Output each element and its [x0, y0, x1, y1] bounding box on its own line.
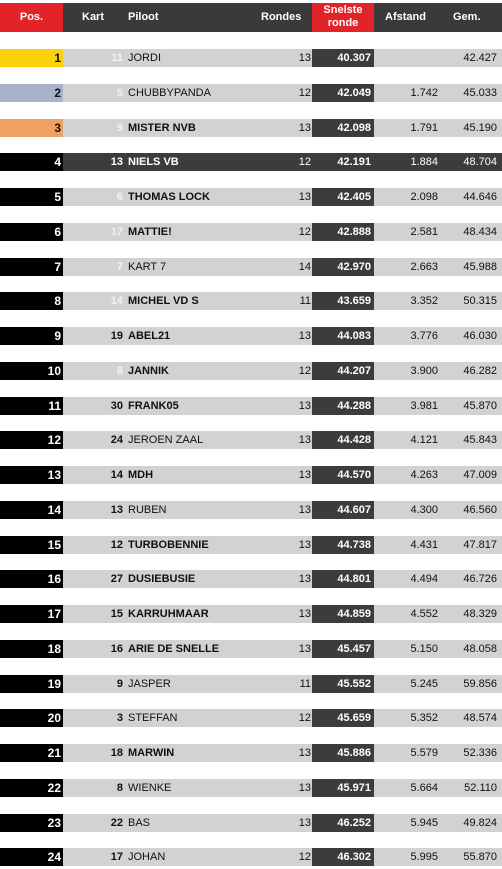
best-lap-cell: 43.659 — [312, 292, 374, 310]
best-lap-cell: 42.098 — [312, 119, 374, 137]
driver-name-cell: DUSIEBUSIE — [128, 573, 196, 585]
kart-cell: 22 — [110, 817, 123, 829]
laps-cell: 13 — [298, 747, 311, 759]
average-cell: 45.870 — [463, 400, 497, 412]
gap-cell: 1.884 — [410, 156, 438, 168]
laps-cell: 14 — [298, 261, 311, 273]
average-cell: 47.009 — [463, 469, 497, 481]
gap-cell: 2.663 — [410, 261, 438, 273]
laps-cell: 12 — [298, 226, 311, 238]
average-cell: 55.870 — [463, 851, 497, 863]
table-row — [0, 605, 502, 623]
kart-cell: 8 — [116, 365, 123, 377]
table-row — [0, 536, 502, 554]
table-row — [0, 362, 502, 380]
position-cell: 20 — [0, 709, 63, 727]
position-cell: 2 — [0, 84, 63, 102]
position-cell: 14 — [0, 501, 63, 519]
gap-cell: 5.664 — [410, 782, 438, 794]
best-lap-cell: 44.288 — [312, 397, 374, 415]
table-row — [0, 223, 502, 241]
table-row — [0, 501, 502, 519]
driver-name-cell: JANNIK — [128, 365, 169, 377]
best-lap-cell: 44.083 — [312, 327, 374, 345]
gap-cell: 3.352 — [410, 295, 438, 307]
driver-name-cell: ARIE DE SNELLE — [128, 643, 220, 655]
best-lap-cell: 46.302 — [312, 848, 374, 866]
gap-cell: 1.791 — [410, 122, 438, 134]
best-lap-cell: 44.859 — [312, 605, 374, 623]
pos-column-header: Pos. — [0, 3, 63, 32]
best-lap-cell: 45.971 — [312, 779, 374, 797]
average-cell: 59.856 — [463, 678, 497, 690]
gap-cell: 4.263 — [410, 469, 438, 481]
kart-cell: 7 — [116, 261, 123, 273]
position-cell: 9 — [0, 327, 63, 345]
table-row — [0, 188, 502, 206]
best-lap-cell: 44.428 — [312, 431, 374, 449]
kart-cell: 11 — [111, 52, 123, 64]
table-row — [0, 570, 502, 588]
driver-name-cell: MICHEL VD S — [128, 295, 199, 307]
best-lap-cell: 45.659 — [312, 709, 374, 727]
average-cell: 48.434 — [463, 226, 497, 238]
driver-name-cell: MARWIN — [128, 747, 175, 759]
laps-cell: 13 — [298, 573, 311, 585]
kart-cell: 19 — [110, 330, 123, 342]
position-cell: 21 — [0, 744, 63, 762]
best-lap-cell: 42.888 — [312, 223, 374, 241]
results-table-header — [0, 3, 502, 32]
average-cell: 48.704 — [463, 156, 497, 168]
laps-cell: 13 — [298, 122, 311, 134]
position-cell: 7 — [0, 258, 63, 276]
table-row — [0, 709, 502, 727]
laps-cell: 12 — [298, 156, 311, 168]
laps-cell: 13 — [298, 434, 311, 446]
kart-cell: 30 — [110, 400, 123, 412]
gap-cell: 5.245 — [410, 678, 438, 690]
position-cell: 16 — [0, 570, 63, 588]
laps-cell: 12 — [298, 851, 311, 863]
position-cell: 18 — [0, 640, 63, 658]
average-cell: 45.033 — [463, 87, 497, 99]
driver-name-cell: JEROEN ZAAL — [128, 434, 204, 446]
best-lap-cell: 42.970 — [312, 258, 374, 276]
driver-name-cell: BAS — [128, 817, 151, 829]
driver-name-cell: MATTIE! — [128, 226, 172, 238]
kart-cell: 9 — [116, 678, 123, 690]
best-lap-cell: 46.252 — [312, 814, 374, 832]
average-cell: 47.817 — [463, 539, 497, 551]
kart-cell: 13 — [110, 504, 123, 516]
driver-name-cell: TURBOBENNIE — [128, 539, 209, 551]
table-row — [0, 258, 502, 276]
position-cell: 12 — [0, 431, 63, 449]
position-cell: 5 — [0, 188, 63, 206]
snelste-ronde-header-line2: ronde — [327, 17, 359, 29]
position-cell: 8 — [0, 292, 63, 310]
position-cell: 13 — [0, 466, 63, 484]
gap-cell: 4.300 — [410, 504, 438, 516]
driver-name-cell: RUBEN — [128, 504, 167, 516]
position-cell: 6 — [0, 223, 63, 241]
position-cell: 3 — [0, 119, 63, 137]
position-cell: 4 — [0, 153, 63, 171]
gap-cell: 3.776 — [410, 330, 438, 342]
position-cell: 23 — [0, 814, 63, 832]
gap-cell: 3.900 — [410, 365, 438, 377]
best-lap-cell: 45.457 — [312, 640, 374, 658]
average-cell: 52.110 — [464, 782, 497, 794]
driver-name-cell: JASPER — [128, 678, 171, 690]
best-lap-cell: 45.552 — [312, 675, 374, 693]
driver-name-cell: ABEL21 — [128, 330, 171, 342]
driver-name-cell: NIELS VB — [128, 156, 179, 168]
rondes-column-header: Rondes — [261, 11, 302, 23]
best-lap-cell: 44.738 — [312, 536, 374, 554]
laps-cell: 13 — [298, 400, 311, 412]
laps-cell: 12 — [298, 365, 311, 377]
gap-cell: 5.150 — [410, 643, 438, 655]
average-cell: 49.824 — [463, 817, 497, 829]
laps-cell: 13 — [298, 330, 311, 342]
position-cell: 22 — [0, 779, 63, 797]
table-row — [0, 779, 502, 797]
average-cell: 46.560 — [463, 504, 497, 516]
laps-cell: 13 — [298, 504, 311, 516]
kart-cell: 27 — [110, 573, 123, 585]
best-lap-cell: 44.801 — [312, 570, 374, 588]
laps-cell: 11 — [299, 295, 311, 307]
position-cell: 24 — [0, 848, 63, 866]
driver-name-cell: MDH — [128, 469, 154, 481]
best-lap-cell: 42.049 — [312, 84, 374, 102]
best-lap-cell: 40.307 — [312, 49, 374, 67]
gap-cell: 4.121 — [410, 434, 438, 446]
kart-cell: 15 — [110, 608, 123, 620]
average-cell: 45.843 — [463, 434, 497, 446]
driver-name-cell: THOMAS LOCK — [128, 191, 210, 203]
kart-cell: 13 — [110, 156, 123, 168]
average-cell: 42.427 — [463, 52, 497, 64]
average-cell: 48.058 — [463, 643, 497, 655]
table-row — [0, 640, 502, 658]
best-lap-cell: 42.405 — [312, 188, 374, 206]
laps-cell: 13 — [298, 643, 311, 655]
snelste-ronde-header-line1: Snelste — [323, 4, 363, 16]
position-cell: 1 — [0, 49, 63, 67]
best-lap-cell: 42.191 — [312, 153, 374, 171]
average-cell: 44.646 — [463, 191, 497, 203]
average-cell: 46.030 — [463, 330, 497, 342]
laps-cell: 13 — [298, 782, 311, 794]
best-lap-cell: 44.570 — [312, 466, 374, 484]
driver-name-cell: JORDI — [128, 52, 161, 64]
table-row — [0, 848, 502, 866]
kart-cell: 9 — [116, 122, 123, 134]
laps-cell: 13 — [298, 608, 311, 620]
driver-name-cell: FRANK05 — [128, 400, 179, 412]
gap-cell: 5.352 — [410, 712, 438, 724]
table-row — [0, 675, 502, 693]
average-cell: 46.726 — [463, 573, 497, 585]
kart-column-header: Kart — [82, 11, 105, 23]
position-cell: 19 — [0, 675, 63, 693]
laps-cell: 13 — [298, 52, 311, 64]
table-row — [0, 814, 502, 832]
kart-cell: 17 — [110, 226, 123, 238]
laps-cell: 12 — [298, 87, 311, 99]
table-row — [0, 744, 502, 762]
table-row — [0, 84, 502, 102]
kart-cell: 16 — [110, 643, 123, 655]
average-cell: 52.336 — [463, 747, 497, 759]
position-cell: 10 — [0, 362, 63, 380]
average-cell: 46.282 — [463, 365, 497, 377]
gap-cell: 1.742 — [410, 87, 438, 99]
driver-name-cell: WIENKE — [128, 782, 172, 794]
gap-cell: 2.581 — [410, 226, 438, 238]
kart-cell: 14 — [110, 469, 123, 481]
average-cell: 45.988 — [463, 261, 497, 273]
driver-name-cell: KARRUHMAAR — [128, 608, 209, 620]
table-row — [0, 327, 502, 345]
driver-name-cell: JOHAN — [128, 851, 166, 863]
driver-name-cell: STEFFAN — [128, 712, 178, 724]
kart-cell: 5 — [116, 87, 123, 99]
snelste-ronde-column-header — [312, 3, 374, 32]
gap-cell: 3.981 — [410, 400, 438, 412]
gap-cell: 4.431 — [410, 539, 438, 551]
average-cell: 50.315 — [463, 295, 497, 307]
laps-cell: 13 — [298, 817, 311, 829]
average-cell: 48.574 — [463, 712, 497, 724]
laps-cell: 12 — [298, 712, 311, 724]
kart-cell: 17 — [110, 851, 123, 863]
kart-cell: 24 — [110, 434, 123, 446]
position-cell: 11 — [0, 397, 63, 415]
afstand-column-header: Afstand — [385, 11, 426, 23]
gap-cell: 4.494 — [410, 573, 438, 585]
gap-cell: 4.552 — [410, 608, 438, 620]
table-row — [0, 49, 502, 67]
best-lap-cell: 45.886 — [312, 744, 374, 762]
gem-column-header: Gem. — [453, 11, 481, 23]
position-cell: 17 — [0, 605, 63, 623]
driver-name-cell: MISTER NVB — [128, 122, 196, 134]
table-row — [0, 466, 502, 484]
laps-cell: 11 — [299, 678, 311, 690]
table-row — [0, 431, 502, 449]
kart-cell: 3 — [116, 712, 123, 724]
table-row — [0, 119, 502, 137]
kart-cell: 12 — [110, 539, 123, 551]
gap-cell — [378, 49, 438, 67]
average-cell: 48.329 — [463, 608, 497, 620]
laps-cell: 13 — [298, 539, 311, 551]
best-lap-cell: 44.607 — [312, 501, 374, 519]
driver-name-cell: KART 7 — [128, 261, 167, 273]
gap-cell: 5.579 — [410, 747, 438, 759]
gap-cell: 5.995 — [410, 851, 438, 863]
kart-cell: 6 — [116, 191, 123, 203]
table-row — [0, 292, 502, 310]
laps-cell: 13 — [298, 469, 311, 481]
kart-cell: 8 — [116, 782, 123, 794]
driver-name-cell: CHUBBYPANDA — [128, 87, 211, 99]
position-cell: 15 — [0, 536, 63, 554]
laps-cell: 13 — [298, 191, 311, 203]
best-lap-cell: 44.207 — [312, 362, 374, 380]
gap-cell: 5.945 — [410, 817, 438, 829]
gap-cell: 2.098 — [410, 191, 438, 203]
piloot-column-header: Piloot — [128, 11, 159, 23]
average-cell: 45.190 — [463, 122, 497, 134]
kart-cell: 14 — [110, 295, 123, 307]
table-row — [0, 153, 502, 171]
table-row — [0, 397, 502, 415]
kart-cell: 18 — [110, 747, 123, 759]
